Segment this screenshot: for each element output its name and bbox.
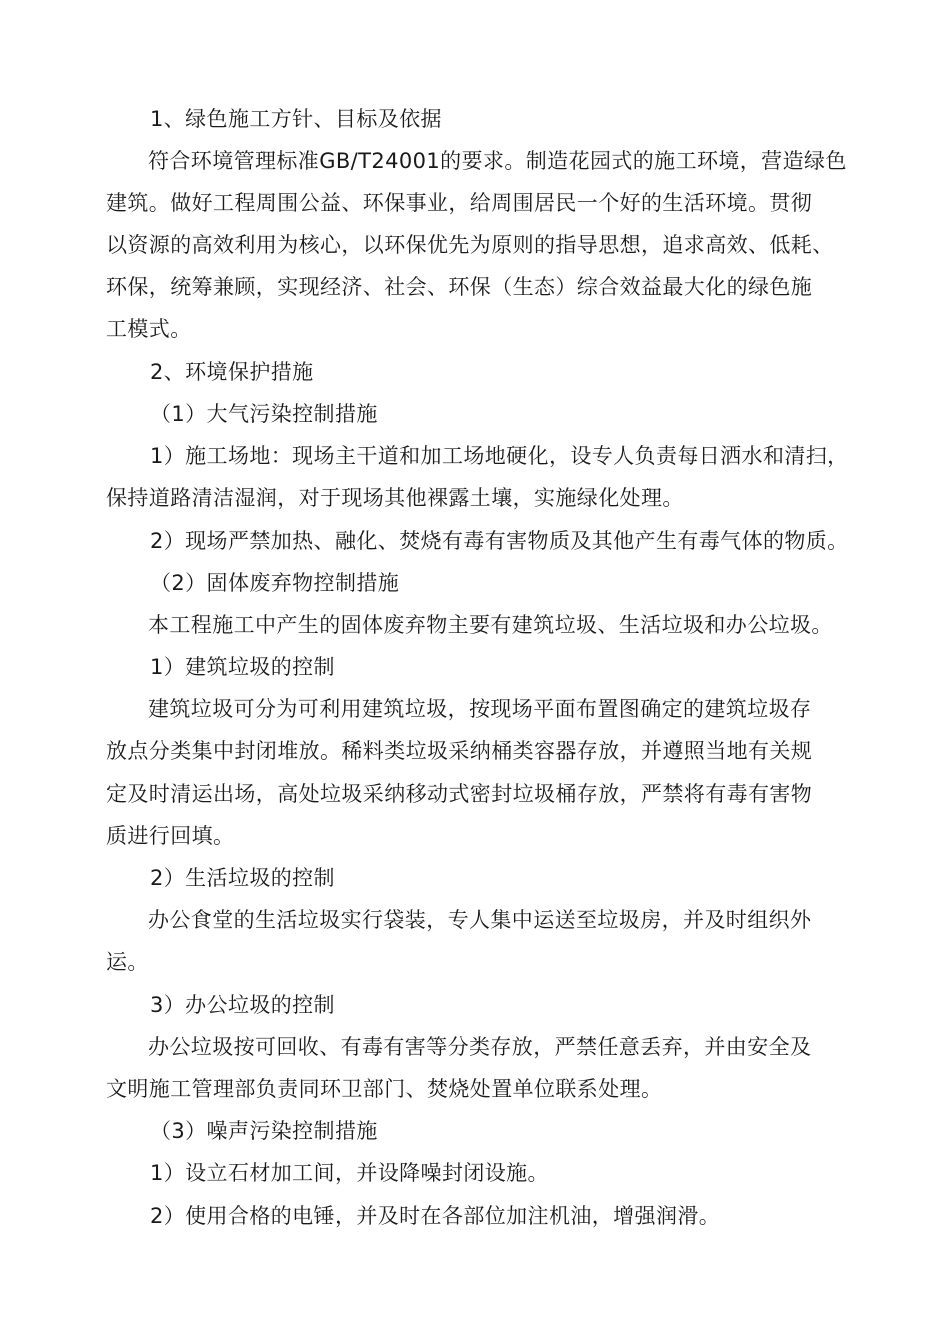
item-heading-office-waste: 3）办公垃圾的控制 <box>150 993 335 1017</box>
paragraph-line: 质进行回填。 <box>106 824 235 848</box>
paragraph-line: 定及时清运出场，高处垃圾采纳移动式密封垃圾桶存放，严禁将有毒有害物 <box>106 782 813 806</box>
paragraph-line: 建筑垃圾可分为可利用建筑垃圾，按现场平面布置图确定的建筑垃圾存 <box>148 697 812 721</box>
paragraph-line: 放点分类集中封闭堆放。稀料类垃圾采纳桶类容器存放，并遵照当地有关规 <box>106 739 813 763</box>
item-heading-construction-waste: 1）建筑垃圾的控制 <box>150 655 335 679</box>
paragraph-line: 环保，统筹兼顾，实现经济、社会、环保（生态）综合效益最大化的绿色施 <box>106 275 813 299</box>
paragraph-line: 符合环境管理标准GB/T24001的要求。制造花园式的施工环境，营造绿色 <box>148 149 847 173</box>
item-heading-domestic-waste: 2）生活垃圾的控制 <box>150 866 335 890</box>
subheading-solid-waste: （2）固体废弃物控制措施 <box>150 571 400 595</box>
subheading-noise-pollution: （3）噪声污染控制措施 <box>150 1119 378 1143</box>
paragraph-line: 运。 <box>106 950 149 974</box>
paragraph-line: 办公垃圾按可回收、有毒有害等分类存放，严禁任意丢弃，并由安全及 <box>148 1035 812 1059</box>
heading-green-construction: 1、绿色施工方针、目标及依据 <box>150 107 442 131</box>
paragraph-line: 建筑。做好工程周围公益、环保事业，给周围居民一个好的生活环境。贯彻 <box>106 191 813 215</box>
paragraph-line: 1）施工场地：现场主干道和加工场地硬化，设专人负责每日洒水和清扫， <box>150 444 849 468</box>
paragraph-line: 以资源的高效利用为核心，以环保优先为原则的指导思想，追求高效、低耗、 <box>106 233 834 257</box>
paragraph-line: 工模式。 <box>106 317 192 341</box>
paragraph-line: 2）现场严禁加热、融化、焚烧有毒有害物质及其他产生有毒气体的物质。 <box>150 529 849 553</box>
subheading-air-pollution: （1）大气污染控制措施 <box>150 402 378 426</box>
paragraph-line: 1）设立石材加工间，并设降噪封闭设施。 <box>150 1161 549 1185</box>
paragraph-line: 保持道路清洁湿润，对于现场其他裸露土壤，实施绿化处理。 <box>106 486 684 510</box>
paragraph-line: 2）使用合格的电锤，并及时在各部位加注机油，增强润滑。 <box>150 1204 721 1228</box>
paragraph-line: 本工程施工中产生的固体废弃物主要有建筑垃圾、生活垃圾和办公垃圾。 <box>148 613 833 637</box>
paragraph-line: 文明施工管理部负责同环卫部门、焚烧处置单位联系处理。 <box>106 1077 663 1101</box>
heading-environmental-protection: 2、环境保护措施 <box>150 360 314 384</box>
paragraph-line: 办公食堂的生活垃圾实行袋装，专人集中运送至垃圾房，并及时组织外 <box>148 908 812 932</box>
